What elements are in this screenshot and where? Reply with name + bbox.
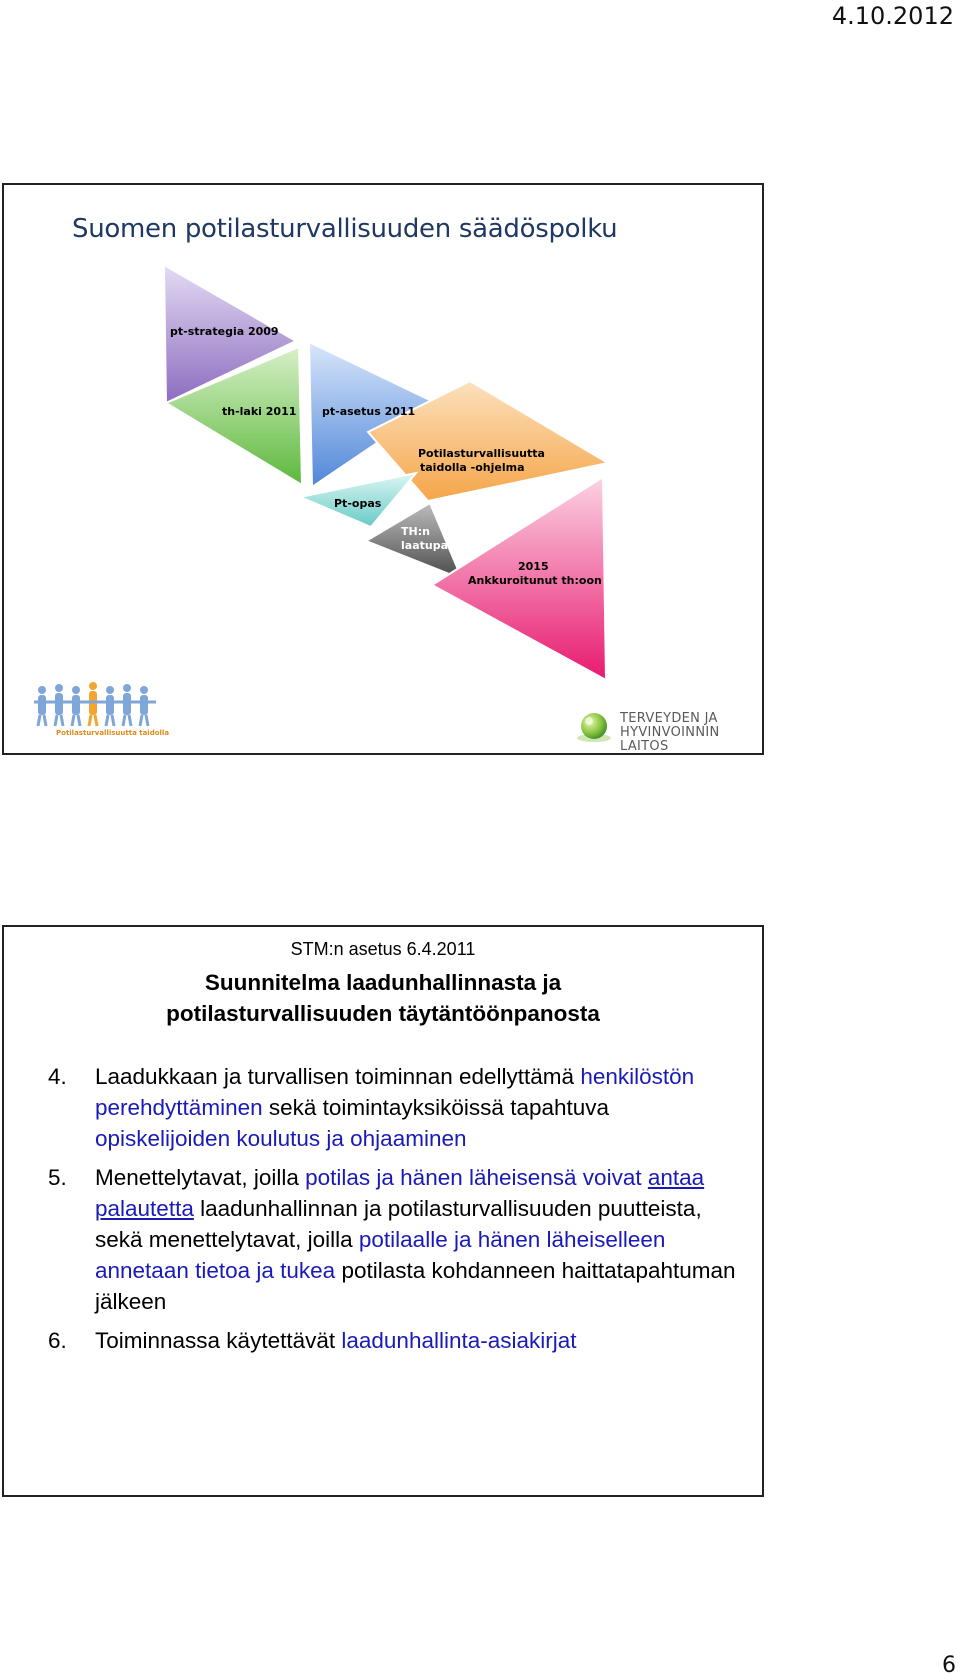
label-ohjelma-1: Potilasturvallisuutta xyxy=(418,447,545,460)
list-item-number: 4. xyxy=(48,1064,67,1089)
regulation-path-diagram xyxy=(4,185,762,753)
list-item xyxy=(48,1061,748,1154)
slide-1-title: Suomen potilasturvallisuuden säädöspolku xyxy=(72,214,618,244)
list-item-text: potilasta kohdanneen haittatapahtuman jälkeen xyxy=(95,1258,736,1314)
right-logo-line-1: TERVEYDEN JA xyxy=(620,711,718,726)
list-item-text: Toiminnassa käytettävät xyxy=(95,1328,342,1353)
slide-2-subtitle: STM:n asetus 6.4.2011 xyxy=(290,939,476,959)
slide-2-title xyxy=(4,967,762,1029)
label-pt-opas: Pt-opas xyxy=(334,497,382,510)
list-item-text: sekä toimintayksiköissä tapahtuva xyxy=(262,1095,610,1120)
label-ankkuroitunut-2: Ankkuroitunut th:oon xyxy=(468,574,602,587)
list-item-highlight: laadunhallinta-asiakirjat xyxy=(341,1328,577,1353)
label-ohjelma-2: taidolla -ohjelma xyxy=(420,461,525,474)
list-item-text: laadunhallinnan ja potilasturvallisuuden puutteista, sekä menettelytavat, joilla xyxy=(95,1196,702,1252)
list-item-link[interactable]: antaa palautetta xyxy=(95,1165,705,1221)
left-logo-text: Potilasturvallisuutta taidolla xyxy=(56,729,170,737)
right-logo-text xyxy=(620,712,762,754)
label-th-laki: th-laki 2011 xyxy=(222,405,297,418)
list-item-text: Laadukkaan ja turvallisen toiminnan edellyttämä xyxy=(95,1064,575,1089)
slide-2-title-line-1: Suunnitelma laadunhallinnasta ja xyxy=(204,970,562,995)
page-date: 4.10.2012 xyxy=(831,2,954,30)
list-item xyxy=(48,1162,748,1317)
list-item-number: 5. xyxy=(48,1165,67,1190)
slide-1 xyxy=(2,183,764,755)
label-pt-asetus: pt-asetus 2011 xyxy=(322,405,416,418)
list-item-number: 6. xyxy=(48,1328,67,1353)
list-item xyxy=(48,1325,748,1356)
thl-sphere-icon xyxy=(574,708,614,748)
label-th-laatupas-2: laatupas xyxy=(401,539,455,552)
label-ankkuroitunut-1: 2015 xyxy=(518,560,549,573)
right-logo-line-2: HYVINVOINNIN LAITOS xyxy=(620,725,720,754)
slide-2 xyxy=(2,925,764,1497)
list-item-highlight: opiskelijoiden koulutus ja ohjaaminen xyxy=(95,1126,467,1151)
list-item-highlight: potilas ja hänen läheisensä voivat xyxy=(305,1165,642,1190)
label-th-laatupas-1: TH:n xyxy=(401,525,430,538)
people-chain-icon xyxy=(32,680,160,732)
regulation-list xyxy=(48,1061,748,1364)
list-item-highlight: henkilöstön perehdyttäminen xyxy=(95,1064,695,1120)
list-item-highlight: potilaalle ja hänen läheiselleen annetaan tietoa ja tukea xyxy=(95,1227,666,1283)
slide-2-title-line-2: potilasturvallisuuden täytäntöönpanosta xyxy=(166,1001,600,1026)
page-number: 6 xyxy=(942,1653,956,1678)
label-pt-strategia: pt-strategia 2009 xyxy=(170,325,279,338)
list-item-text: Menettelytavat, joilla xyxy=(95,1165,306,1190)
